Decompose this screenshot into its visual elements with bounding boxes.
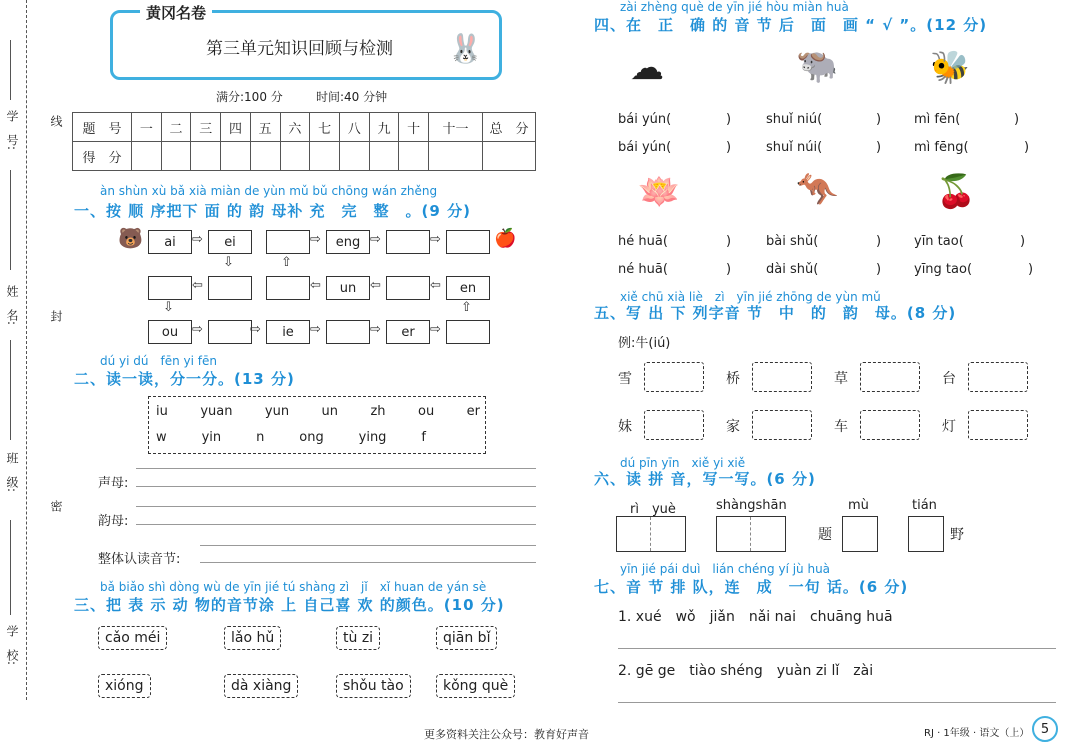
cell: 一 — [132, 113, 162, 142]
choice-paren[interactable]: ) — [726, 140, 732, 155]
choice-text: mì fēng( — [914, 140, 969, 155]
choice-text: né huā( — [618, 262, 668, 277]
syllable: ou — [418, 404, 435, 419]
choice-paren[interactable]: ) — [726, 234, 732, 249]
final-box[interactable] — [860, 362, 920, 392]
syllable: yun — [264, 404, 290, 419]
choice-text: mì fēn( — [914, 112, 961, 127]
side-number-label: 学 号: — [5, 110, 19, 151]
brand-logo: 黄冈名卷 — [140, 2, 212, 23]
side-line — [10, 520, 11, 615]
cell: 题 号 — [73, 113, 132, 142]
q2-pinyin: dú yi dú fēn yi fēn — [100, 354, 218, 368]
syllable: ong — [299, 430, 324, 445]
label-initials: 声母: — [98, 476, 129, 491]
choice-text: yīn tao( — [914, 234, 964, 249]
sentence-1: 1. xué wǒ jiǎn nǎi nai chuāng huā — [618, 609, 893, 625]
syllable-tag[interactable]: tù zi — [336, 626, 380, 650]
cell: 九 — [369, 113, 399, 142]
side-name-label: 姓 名: — [5, 285, 19, 326]
vowel-blank[interactable] — [446, 230, 490, 254]
score-cell[interactable] — [191, 142, 221, 171]
lotus-icon: 🪷 — [638, 172, 681, 212]
final-box[interactable] — [968, 362, 1028, 392]
score-value-row — [73, 142, 536, 171]
cell: 七 — [310, 113, 340, 142]
arrow-right-icon: ⇨ — [192, 232, 203, 247]
choice-paren[interactable]: ) — [1020, 234, 1026, 249]
q1-title: 一、按 顺 序把下 面 的 韵 母补 充 完 整 。(9 分) — [74, 202, 471, 220]
syllable: yuan — [200, 404, 233, 419]
label-finals: 韵母: — [98, 514, 129, 529]
bee-icon: 🐝 — [930, 48, 970, 86]
vowel-blank[interactable] — [446, 320, 490, 344]
full-score: 满分:100 分 — [216, 90, 283, 104]
final-box[interactable] — [644, 362, 704, 392]
score-cell[interactable] — [369, 142, 399, 171]
cell: 八 — [339, 113, 369, 142]
score-cell[interactable] — [339, 142, 369, 171]
q6-title: 六、读 拼 音，写一写。(6 分) — [594, 470, 816, 488]
char: 台 — [942, 371, 956, 387]
arrow-right-icon: ⇨ — [370, 232, 381, 247]
choice-paren[interactable]: ) — [726, 262, 732, 277]
q5-title: 五、写 出 下 列字音 节 中 的 韵 母。(8 分) — [594, 304, 957, 322]
choice-text: shuǐ núi( — [766, 140, 823, 155]
arrow-left-icon: ⇦ — [192, 278, 203, 293]
arrow-left-icon: ⇦ — [370, 278, 381, 293]
arrow-right-icon: ⇨ — [310, 232, 321, 247]
choice-text: bái yún( — [618, 112, 672, 127]
final-box[interactable] — [752, 362, 812, 392]
q5-pinyin: xiě chū xià liè zì yīn jié zhōng de yùn mǔ — [620, 290, 881, 304]
arrow-right-icon: ⇨ — [370, 322, 381, 337]
vowel-blank[interactable] — [266, 276, 310, 300]
cloud-icon: ☁ — [630, 48, 664, 88]
choice-paren[interactable]: ) — [876, 262, 882, 277]
score-cell[interactable] — [280, 142, 310, 171]
side-line — [10, 340, 11, 440]
q4-title: 四、在 正 确 的 音 节 后 面 画 “ √ ”。(12 分) — [594, 16, 988, 34]
syllable: w — [156, 430, 167, 445]
bear-icon: 🐻 — [118, 226, 143, 250]
score-cell[interactable] — [250, 142, 280, 171]
side-seal: 线 — [49, 115, 63, 127]
score-cell[interactable] — [429, 142, 483, 171]
syllable-row — [156, 404, 480, 419]
char-grid[interactable] — [716, 516, 786, 552]
syllable-tag[interactable]: shǒu tào — [336, 674, 411, 698]
vowel-box: ou — [148, 320, 192, 344]
syllable-tag[interactable]: kǒng què — [436, 674, 515, 698]
char: 草 — [834, 371, 848, 387]
syllable-row — [156, 430, 426, 445]
side-class-label: 班 级: — [5, 452, 19, 493]
score-cell[interactable] — [483, 142, 536, 171]
arrow-up-icon: ⇧ — [281, 255, 292, 270]
side-school-label: 学 校: — [5, 625, 19, 666]
answer-line[interactable] — [200, 562, 536, 563]
final-box[interactable] — [752, 410, 812, 440]
char: 车 — [834, 419, 848, 435]
syllable: zh — [370, 404, 386, 419]
answer-line[interactable] — [136, 486, 536, 487]
arrow-right-icon: ⇨ — [430, 232, 441, 247]
pinyin-label: rì yuè — [630, 502, 676, 517]
arrow-right-icon: ⇨ — [250, 322, 261, 337]
q2-title: 二、读一读，分一分。(13 分) — [74, 370, 295, 388]
arrow-left-icon: ⇦ — [430, 278, 441, 293]
answer-line[interactable] — [618, 702, 1056, 703]
choice-paren[interactable]: ) — [876, 112, 882, 127]
apple-icon: 🍎 — [494, 228, 517, 249]
vowel-blank[interactable] — [148, 276, 192, 300]
cell: 五 — [250, 113, 280, 142]
vowel-blank[interactable] — [386, 276, 430, 300]
final-box[interactable] — [644, 410, 704, 440]
time-limit: 时间:40 分钟 — [316, 90, 388, 104]
side-line — [10, 170, 11, 270]
cell: 二 — [161, 113, 191, 142]
q4-pinyin: zài zhèng què de yīn jié hòu miàn huà — [620, 0, 849, 14]
pinyin-label: tián — [912, 498, 937, 513]
char: 妹 — [618, 419, 632, 435]
vowel-blank[interactable] — [208, 276, 252, 300]
answer-line[interactable] — [136, 468, 536, 469]
syllable-tag[interactable]: qiān bǐ — [436, 626, 497, 650]
cell: 四 — [221, 113, 251, 142]
cell: 三 — [191, 113, 221, 142]
choice-text: bài shǔ( — [766, 234, 819, 249]
vowel-blank[interactable] — [386, 230, 430, 254]
q6-pinyin: dú pīn yīn xiě yi xiě — [620, 456, 746, 470]
final-grid — [618, 360, 1038, 446]
side-seal: 封 — [49, 310, 63, 322]
q5-example: 例:牛(iú) — [618, 336, 671, 351]
score-cell[interactable] — [161, 142, 191, 171]
vowel-box: er — [386, 320, 430, 344]
syllable-tag[interactable]: dà xiàng — [224, 674, 298, 698]
arrow-right-icon: ⇨ — [310, 322, 321, 337]
arrow-up-icon: ⇧ — [461, 300, 472, 315]
char: 雪 — [618, 371, 632, 387]
cell: 十 — [399, 113, 429, 142]
label-whole-syllables: 整体认读音节: — [98, 552, 181, 567]
q3-title: 三、把 表 示 动 物的音节涂 上 自己喜 欢 的颜色。(10 分) — [74, 596, 505, 614]
arrow-left-icon: ⇦ — [310, 278, 321, 293]
answer-line[interactable] — [136, 506, 536, 507]
choice-text: hé huā( — [618, 234, 668, 249]
score-cell[interactable] — [399, 142, 429, 171]
choice-paren[interactable]: ) — [876, 140, 882, 155]
choice-paren[interactable]: ) — [1028, 262, 1034, 277]
arrow-down-icon: ⇩ — [163, 300, 174, 315]
cell: 六 — [280, 113, 310, 142]
q1-pinyin: àn shùn xù bǎ xià miàn de yùn mǔ bǔ chōng wán zhěng — [100, 184, 438, 198]
answer-line[interactable] — [136, 524, 536, 525]
choice-text: bái yún( — [618, 140, 672, 155]
rabbit-icon: 🐰 — [448, 32, 483, 65]
binding-line — [26, 0, 27, 700]
vowel-blank[interactable] — [208, 320, 252, 344]
syllable: er — [466, 404, 480, 419]
page-number: 5 — [1032, 716, 1058, 742]
answer-line[interactable] — [200, 545, 536, 546]
cell: 十一 — [429, 113, 483, 142]
arrow-down-icon: ⇩ — [223, 255, 234, 270]
syllable: f — [421, 430, 426, 445]
vowel-box: en — [446, 276, 490, 300]
sentence-2: 2. gē ge tiào shéng yuàn zi lǐ zài — [618, 663, 874, 679]
q3-pinyin: bǎ biǎo shì dòng wù de yīn jié tú shàng zì jǐ xǐ huan de yán sè — [100, 580, 487, 594]
char-grid[interactable] — [616, 516, 686, 552]
syllable-tag[interactable]: cǎo méi — [98, 626, 167, 650]
vowel-blank[interactable] — [326, 320, 370, 344]
answer-line[interactable] — [618, 648, 1056, 649]
vowel-box: ei — [208, 230, 252, 254]
book-label: RJ · 1年级 · 语文（上） — [924, 728, 1030, 739]
cell: 得 分 — [73, 142, 132, 171]
syllable-tag[interactable]: xióng — [98, 674, 151, 698]
char: 野 — [950, 527, 964, 543]
char-grid[interactable] — [842, 516, 878, 552]
vowel-blank[interactable] — [266, 230, 310, 254]
kangaroo-icon: 🦘 — [796, 170, 839, 210]
final-box[interactable] — [860, 410, 920, 440]
choice-paren[interactable]: ) — [876, 234, 882, 249]
syllable-tag[interactable]: lǎo hǔ — [224, 626, 281, 650]
char: 桥 — [726, 371, 740, 387]
q7-pinyin: yīn jié pái duì lián chéng yí jù huà — [620, 562, 831, 576]
char: 题 — [818, 527, 832, 543]
syllable: iu — [156, 404, 168, 419]
pinyin-label: shàngshān — [716, 498, 787, 513]
char: 家 — [726, 419, 740, 435]
arrow-right-icon: ⇨ — [192, 322, 203, 337]
score-table — [72, 112, 536, 171]
vowel-box: un — [326, 276, 370, 300]
score-cell[interactable] — [221, 142, 251, 171]
choice-text: shuǐ niú( — [766, 112, 823, 127]
syllable: n — [256, 430, 265, 445]
cherry-icon: 🍒 — [936, 172, 976, 210]
choice-paren[interactable]: ) — [1014, 112, 1020, 127]
char: 灯 — [942, 419, 956, 435]
vowel-box: ie — [266, 320, 310, 344]
side-line — [10, 40, 11, 100]
q7-title: 七、音 节 排 队，连 成 一句 话。(6 分) — [594, 578, 909, 596]
choice-text: dài shǔ( — [766, 262, 819, 277]
pinyin-label: mù — [848, 498, 869, 513]
arrow-right-icon: ⇨ — [430, 322, 441, 337]
choice-text: yīng tao( — [914, 262, 973, 277]
page-title: 第三单元知识回顾与检测 — [206, 39, 393, 59]
footer-note: 更多资料关注公众号：教育好声音 — [424, 728, 589, 741]
syllable: ying — [358, 430, 387, 445]
vowel-box: ai — [148, 230, 192, 254]
choice-paren[interactable]: ) — [726, 112, 732, 127]
score-header-row — [73, 113, 536, 142]
syllable: yin — [201, 430, 222, 445]
choice-paren[interactable]: ) — [1024, 140, 1030, 155]
syllable: un — [321, 404, 339, 419]
vowel-box: eng — [326, 230, 370, 254]
score-cell[interactable] — [310, 142, 340, 171]
buffalo-icon: 🐃 — [796, 46, 839, 86]
cell: 总 分 — [483, 113, 536, 142]
char-grid[interactable] — [908, 516, 944, 552]
final-box[interactable] — [968, 410, 1028, 440]
side-seal: 密 — [49, 500, 63, 512]
score-cell[interactable] — [132, 142, 162, 171]
